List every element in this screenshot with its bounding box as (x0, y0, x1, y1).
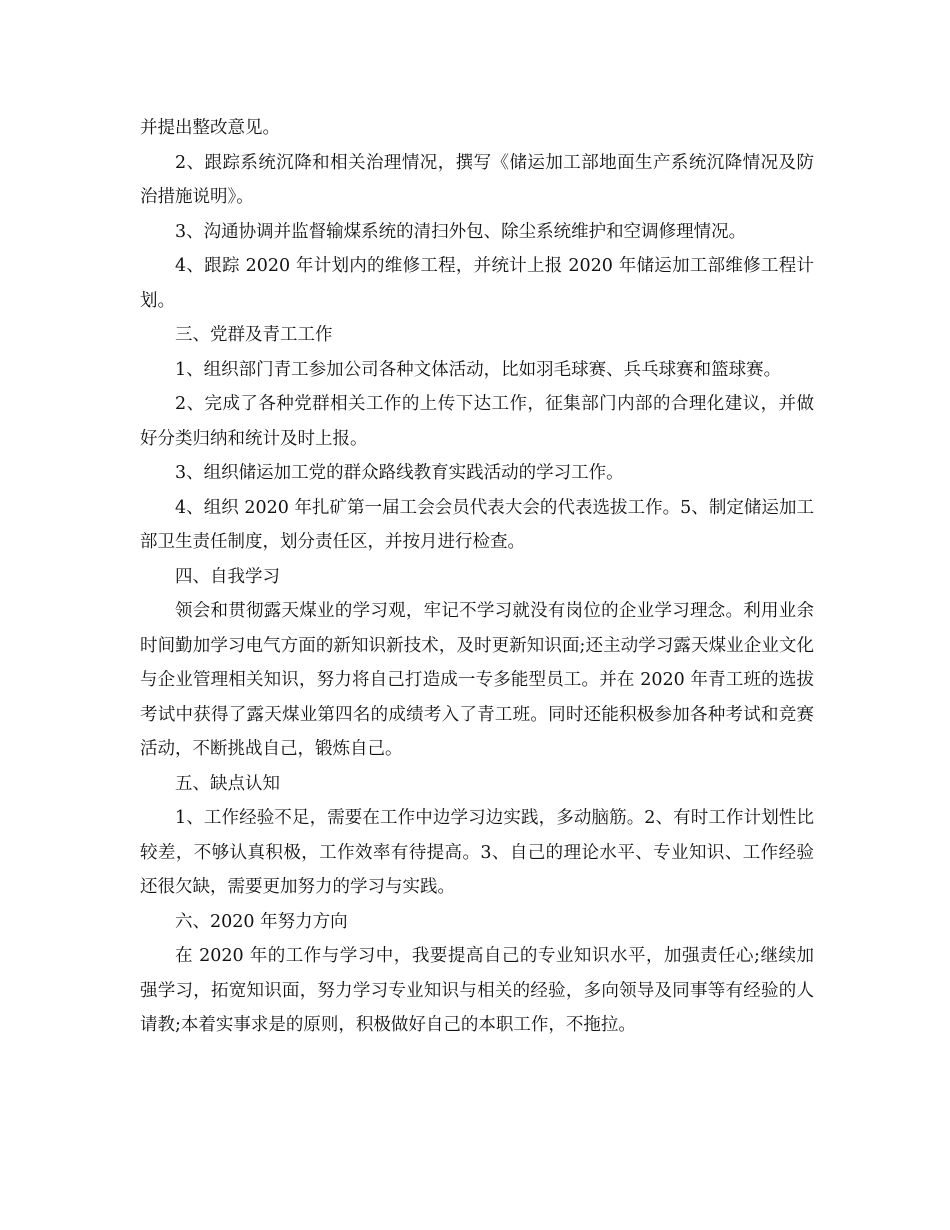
paragraph-self-study: 领会和贯彻露天煤业的学习观，牢记不学习就没有岗位的企业学习理念。利用业余时间勤加学习电气方面的新知识新技术，及时更新知识面;还主动学习露天煤业企业文化与企业管理相关知识，努力将自己打造成一专多能型员工。并在 2020 年青工班的选拔考试中获得了露天煤业第四名的成绩考入了青工班。同时还能积极参加各种考试和竞赛活动，不断挑战自己，锻炼自己。 (140, 601, 814, 759)
section-heading-shortcomings: 五、缺点认知 (175, 773, 280, 794)
section-heading-direction: 六、2020 年努力方向 (175, 911, 348, 932)
list-item-4: 4、组织 2020 年扎矿第一届工会会员代表大会的代表选拔工作。5、制定储运加工部卫生责任制度，划分责任区，并按月进行检查。 (140, 497, 814, 552)
paragraph-shortcomings: 1、工作经验不足，需要在工作中边学习边实践，多动脑筋。2、有时工作计划性比较差，不够认真积极，工作效率有待提高。3、自己的理论水平、专业知识、工作经验还很欠缺，需要更加努力的学习与实践。 (140, 808, 814, 897)
list-item-2: 2、完成了各种党群相关工作的上传下达工作，征集部门内部的合理化建议，并做好分类归纳和统计及时上报。 (140, 394, 814, 449)
list-item-4: 4、跟踪 2020 年计划内的维修工程，并统计上报 2020 年储运加工部维修工程计划。 (140, 256, 814, 311)
section-heading-party-youth: 三、党群及青工工作 (175, 325, 333, 345)
list-item-1: 1、组织部门青工参加公司各种文体活动，比如羽毛球赛、兵乓球赛和篮球赛。 (175, 359, 782, 380)
list-item-2: 2、跟踪系统沉降和相关治理情况，撰写《储运加工部地面生产系统沉降情况及防治措施说明》。 (140, 152, 814, 207)
paragraph-direction: 在 2020 年的工作与学习中，我要提高自己的专业知识水平，加强责任心;继续加强学习，拓宽知识面，努力学习专业知识与相关的经验，多向领导及同事等有经验的人请教;本着实事求是的原则，积极做好自己的本职工作，不拖拉。 (140, 946, 814, 1035)
list-item-3: 3、组织储运加工党的群众路线教育实践活动的学习工作。 (175, 463, 624, 483)
section-heading-self-study: 四、自我学习 (175, 566, 280, 587)
paragraph-continuation: 并提出整改意见。 (140, 118, 280, 138)
list-item-3: 3、沟通协调并监督输煤系统的清扫外包、除尘系统维护和空调修理情况。 (175, 221, 747, 242)
document-body (140, 111, 814, 1043)
